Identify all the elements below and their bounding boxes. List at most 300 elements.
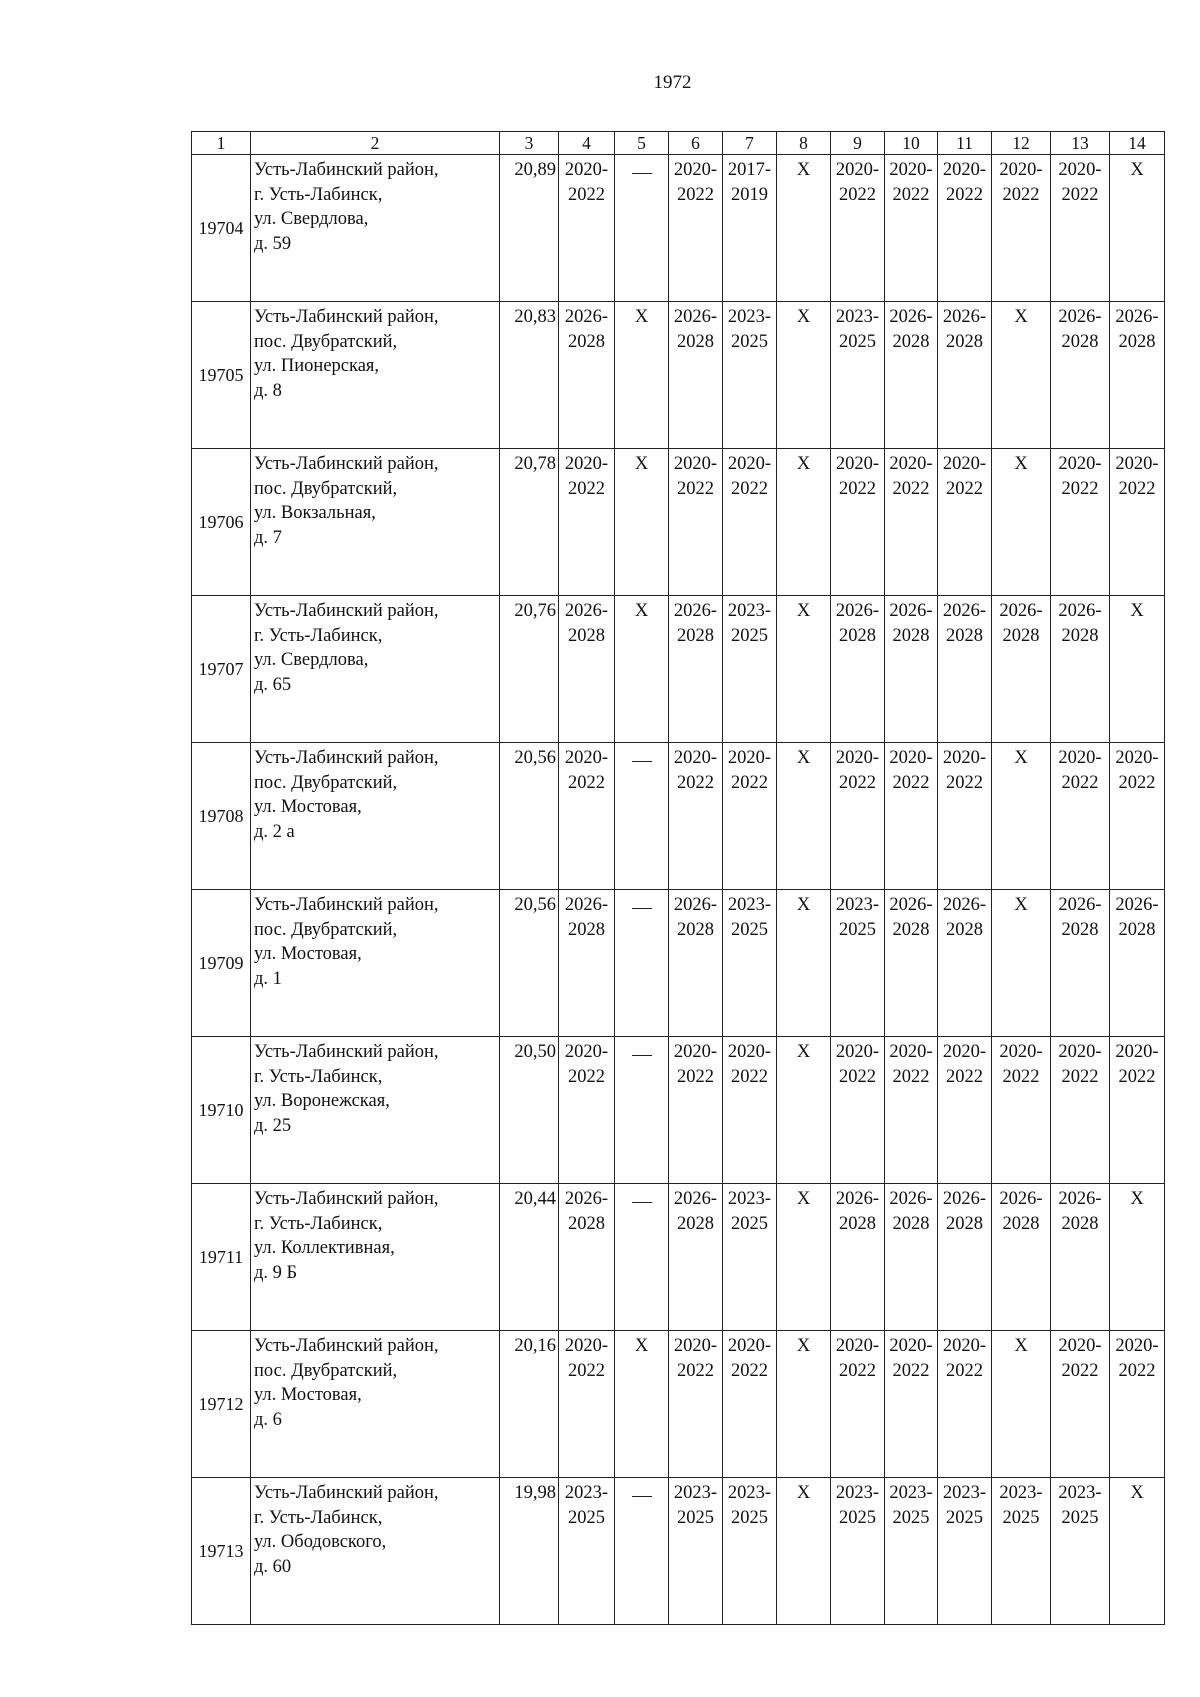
period-line: 2026- bbox=[1058, 1189, 1102, 1209]
period-cell bbox=[885, 1184, 938, 1331]
value-cell: 20,44 bbox=[500, 1184, 559, 1331]
table-body bbox=[192, 155, 1165, 1625]
period-line: 2022 bbox=[677, 1360, 714, 1381]
address-line: ул. Воронежская, bbox=[254, 1091, 390, 1111]
period-line: 2026- bbox=[673, 1189, 718, 1209]
period-line: 2023- bbox=[673, 1483, 718, 1503]
column-header: 11 bbox=[938, 132, 992, 155]
value-cell: 20,56 bbox=[500, 743, 559, 890]
period-cell bbox=[1051, 1184, 1110, 1331]
column-header: 7 bbox=[723, 132, 777, 155]
period-line: 2026- bbox=[889, 895, 933, 915]
period-line: 2020- bbox=[942, 454, 987, 474]
period-line: 2020- bbox=[727, 748, 772, 768]
period-cell bbox=[559, 743, 615, 890]
period-line: 2028 bbox=[677, 625, 714, 646]
period-line: 2025 bbox=[731, 1507, 768, 1528]
dash-cell bbox=[615, 1478, 669, 1625]
address-cell bbox=[251, 1478, 500, 1625]
column-header: 2 bbox=[251, 132, 500, 155]
address-line: д. 2 а bbox=[254, 821, 295, 842]
x-mark: X bbox=[796, 601, 811, 621]
x-cell bbox=[777, 1478, 831, 1625]
period-cell bbox=[885, 596, 938, 743]
period-line: 2020- bbox=[835, 748, 880, 768]
period-cell bbox=[559, 1478, 615, 1625]
value-cell: 20,89 bbox=[500, 155, 559, 302]
period-line: 2022 bbox=[946, 1066, 983, 1087]
x-cell bbox=[777, 1037, 831, 1184]
period-line: 2020- bbox=[942, 1336, 987, 1356]
period-line: 2020- bbox=[835, 1042, 880, 1062]
page-number: 1972 bbox=[653, 72, 692, 93]
period-line: 2022 bbox=[731, 478, 768, 499]
period-line: 2028 bbox=[1061, 919, 1099, 940]
x-mark: X bbox=[796, 1042, 811, 1062]
period-cell bbox=[669, 596, 723, 743]
row-number: 19704 bbox=[192, 155, 251, 302]
period-line: 2022 bbox=[568, 184, 605, 205]
address-line: д. 9 Б bbox=[254, 1262, 298, 1283]
period-line: 2020- bbox=[564, 1336, 609, 1356]
x-mark: X bbox=[796, 454, 811, 474]
x-cell bbox=[992, 1331, 1051, 1478]
dash-mark bbox=[632, 173, 652, 174]
column-header: 6 bbox=[669, 132, 723, 155]
address-line: д. 6 bbox=[254, 1409, 282, 1430]
address-line: ул. Свердлова, bbox=[254, 209, 369, 229]
period-line: 2028 bbox=[892, 1213, 930, 1234]
period-line: 2022 bbox=[892, 478, 930, 499]
period-line: 2028 bbox=[1061, 625, 1099, 646]
period-line: 2022 bbox=[839, 478, 876, 499]
address-line: г. Усть-Лабинск, bbox=[254, 184, 383, 205]
period-cell bbox=[938, 302, 992, 449]
period-line: 2026- bbox=[1058, 895, 1102, 915]
period-line: 2026- bbox=[1058, 601, 1102, 621]
address-cell bbox=[251, 302, 500, 449]
period-cell bbox=[723, 155, 777, 302]
period-line: 2026- bbox=[673, 601, 718, 621]
period-line: 2020- bbox=[835, 1336, 880, 1356]
period-line: 2026- bbox=[999, 601, 1043, 621]
period-line: 2023- bbox=[727, 1189, 772, 1209]
value-cell: 20,83 bbox=[500, 302, 559, 449]
period-line: 2028 bbox=[1118, 919, 1156, 940]
period-line: 2020- bbox=[835, 160, 880, 180]
period-cell bbox=[723, 449, 777, 596]
period-line: 2022 bbox=[568, 772, 605, 793]
period-line: 2023- bbox=[727, 1483, 772, 1503]
period-cell bbox=[831, 1184, 885, 1331]
row-number: 19708 bbox=[192, 743, 251, 890]
period-line: 2020- bbox=[1058, 1336, 1102, 1356]
period-line: 2020- bbox=[889, 1336, 933, 1356]
dash-mark bbox=[632, 1055, 652, 1056]
address-line: пос. Двубратский, bbox=[254, 919, 398, 940]
x-cell bbox=[777, 743, 831, 890]
period-line: 2028 bbox=[892, 919, 930, 940]
address-line: пос. Двубратский, bbox=[254, 772, 398, 793]
period-cell bbox=[669, 743, 723, 890]
period-line: 2022 bbox=[946, 1360, 983, 1381]
dash-cell bbox=[615, 1184, 669, 1331]
address-line: ул. Мостовая, bbox=[254, 944, 362, 964]
address-line: Усть-Лабинский район, bbox=[254, 1483, 439, 1503]
period-cell bbox=[938, 155, 992, 302]
period-line: 2028 bbox=[946, 919, 983, 940]
value-cell: 20,76 bbox=[500, 596, 559, 743]
x-cell bbox=[615, 302, 669, 449]
period-cell bbox=[669, 1331, 723, 1478]
address-cell bbox=[251, 155, 500, 302]
column-header: 4 bbox=[559, 132, 615, 155]
period-line: 2028 bbox=[677, 919, 714, 940]
period-cell bbox=[559, 1037, 615, 1184]
period-line: 2023- bbox=[942, 1483, 987, 1503]
x-mark: X bbox=[796, 895, 811, 915]
period-cell bbox=[669, 155, 723, 302]
address-line: д. 65 bbox=[254, 674, 292, 695]
period-cell bbox=[1110, 449, 1165, 596]
period-cell bbox=[723, 890, 777, 1037]
row-number: 19710 bbox=[192, 1037, 251, 1184]
address-line: г. Усть-Лабинск, bbox=[254, 1507, 383, 1528]
period-line: 2020- bbox=[673, 1042, 718, 1062]
period-line: 2022 bbox=[946, 184, 983, 205]
period-line: 2020- bbox=[1058, 454, 1102, 474]
period-line: 2026- bbox=[1058, 307, 1102, 327]
period-line: 2023- bbox=[727, 601, 772, 621]
address-line: ул. Вокзальная, bbox=[254, 503, 376, 523]
address-line: Усть-Лабинский район, bbox=[254, 895, 439, 915]
x-cell bbox=[777, 155, 831, 302]
period-cell bbox=[831, 1331, 885, 1478]
address-line: Усть-Лабинский район, bbox=[254, 160, 439, 180]
x-cell bbox=[777, 890, 831, 1037]
table-row bbox=[192, 1037, 1165, 1184]
x-cell bbox=[777, 449, 831, 596]
period-line: 2022 bbox=[1061, 1066, 1099, 1087]
x-cell bbox=[615, 1331, 669, 1478]
address-line: пос. Двубратский, bbox=[254, 478, 398, 499]
period-cell bbox=[559, 596, 615, 743]
period-line: 2022 bbox=[731, 1066, 768, 1087]
period-line: 2019 bbox=[731, 184, 768, 205]
period-cell bbox=[938, 743, 992, 890]
period-line: 2020- bbox=[889, 748, 933, 768]
address-line: д. 1 bbox=[254, 968, 282, 989]
row-number: 19712 bbox=[192, 1331, 251, 1478]
period-line: 2026- bbox=[999, 1189, 1043, 1209]
period-cell bbox=[831, 596, 885, 743]
period-cell bbox=[885, 155, 938, 302]
table-row bbox=[192, 743, 1165, 890]
period-cell bbox=[885, 890, 938, 1037]
x-mark: X bbox=[1130, 1483, 1144, 1503]
period-line: 2026- bbox=[673, 307, 718, 327]
period-line: 2025 bbox=[1061, 1507, 1099, 1528]
period-line: 2025 bbox=[839, 1507, 876, 1528]
period-cell bbox=[938, 596, 992, 743]
address-line: г. Усть-Лабинск, bbox=[254, 1213, 383, 1234]
period-line: 2025 bbox=[892, 1507, 930, 1528]
address-line: пос. Двубратский, bbox=[254, 1360, 398, 1381]
period-line: 2022 bbox=[731, 1360, 768, 1381]
column-header: 9 bbox=[831, 132, 885, 155]
period-cell bbox=[1110, 302, 1165, 449]
column-header: 5 bbox=[615, 132, 669, 155]
period-cell bbox=[885, 449, 938, 596]
x-mark: X bbox=[634, 454, 649, 474]
period-cell bbox=[1051, 1331, 1110, 1478]
period-line: 2020- bbox=[889, 454, 933, 474]
dash-mark bbox=[632, 761, 652, 762]
period-cell bbox=[1051, 302, 1110, 449]
address-line: д. 59 bbox=[254, 233, 292, 254]
period-line: 2026- bbox=[889, 1189, 933, 1209]
row-number: 19707 bbox=[192, 596, 251, 743]
x-mark: X bbox=[634, 307, 649, 327]
period-line: 2022 bbox=[1118, 1066, 1156, 1087]
value-cell: 20,50 bbox=[500, 1037, 559, 1184]
period-line: 2020- bbox=[1115, 1336, 1159, 1356]
dash-cell bbox=[615, 155, 669, 302]
period-cell bbox=[992, 1184, 1051, 1331]
period-line: 2028 bbox=[1118, 331, 1156, 352]
x-mark: X bbox=[796, 748, 811, 768]
period-line: 2025 bbox=[946, 1507, 983, 1528]
x-cell bbox=[777, 302, 831, 449]
period-line: 2028 bbox=[677, 1213, 714, 1234]
x-cell bbox=[1110, 596, 1165, 743]
period-line: 2026- bbox=[564, 1189, 609, 1209]
period-line: 2022 bbox=[1061, 184, 1099, 205]
address-line: д. 7 bbox=[254, 527, 282, 548]
period-line: 2028 bbox=[839, 1213, 876, 1234]
period-cell bbox=[1051, 1478, 1110, 1625]
value-cell: 19,98 bbox=[500, 1478, 559, 1625]
period-line: 2028 bbox=[892, 625, 930, 646]
period-line: 2026- bbox=[564, 307, 609, 327]
x-cell bbox=[777, 1331, 831, 1478]
address-cell bbox=[251, 449, 500, 596]
period-cell bbox=[885, 743, 938, 890]
x-mark: X bbox=[634, 1336, 649, 1356]
period-line: 2020- bbox=[1115, 748, 1159, 768]
period-cell bbox=[669, 1037, 723, 1184]
period-line: 2022 bbox=[1061, 1360, 1099, 1381]
period-cell bbox=[885, 1331, 938, 1478]
address-line: г. Усть-Лабинск, bbox=[254, 1066, 383, 1087]
period-line: 2028 bbox=[946, 1213, 983, 1234]
address-cell bbox=[251, 743, 500, 890]
period-line: 2022 bbox=[1118, 1360, 1156, 1381]
address-cell bbox=[251, 1037, 500, 1184]
value-cell: 20,16 bbox=[500, 1331, 559, 1478]
period-cell bbox=[669, 1184, 723, 1331]
period-line: 2020- bbox=[564, 1042, 609, 1062]
period-line: 2020- bbox=[564, 160, 609, 180]
period-line: 2017- bbox=[727, 160, 772, 180]
row-number: 19706 bbox=[192, 449, 251, 596]
period-cell bbox=[723, 1331, 777, 1478]
period-cell bbox=[1110, 1037, 1165, 1184]
address-line: ул. Мостовая, bbox=[254, 1385, 362, 1405]
period-line: 2022 bbox=[1061, 772, 1099, 793]
period-line: 2022 bbox=[892, 772, 930, 793]
period-line: 2022 bbox=[946, 772, 983, 793]
period-cell bbox=[1051, 890, 1110, 1037]
period-line: 2023- bbox=[564, 1483, 609, 1503]
x-cell bbox=[1110, 1478, 1165, 1625]
column-header-row bbox=[192, 132, 1165, 155]
period-line: 2022 bbox=[731, 772, 768, 793]
period-line: 2028 bbox=[677, 331, 714, 352]
table-row bbox=[192, 1331, 1165, 1478]
period-line: 2020- bbox=[1058, 748, 1102, 768]
period-line: 2025 bbox=[839, 331, 876, 352]
period-line: 2020- bbox=[835, 454, 880, 474]
value-cell: 20,56 bbox=[500, 890, 559, 1037]
address-line: ул. Свердлова, bbox=[254, 650, 369, 670]
period-line: 2025 bbox=[731, 331, 768, 352]
registry-table bbox=[191, 131, 1165, 1625]
period-cell bbox=[1051, 1037, 1110, 1184]
period-cell bbox=[669, 890, 723, 1037]
period-line: 2020- bbox=[673, 748, 718, 768]
period-line: 2020- bbox=[673, 160, 718, 180]
address-line: Усть-Лабинский район, bbox=[254, 454, 439, 474]
period-line: 2022 bbox=[1118, 478, 1156, 499]
x-cell bbox=[1110, 155, 1165, 302]
period-line: 2025 bbox=[731, 919, 768, 940]
period-line: 2022 bbox=[677, 184, 714, 205]
value-cell: 20,78 bbox=[500, 449, 559, 596]
period-line: 2028 bbox=[568, 1213, 605, 1234]
x-mark: X bbox=[1014, 307, 1028, 327]
period-line: 2022 bbox=[892, 1360, 930, 1381]
period-cell bbox=[992, 1478, 1051, 1625]
x-mark: X bbox=[1130, 601, 1144, 621]
period-line: 2022 bbox=[839, 1360, 876, 1381]
x-mark: X bbox=[796, 307, 811, 327]
row-number: 19713 bbox=[192, 1478, 251, 1625]
period-cell bbox=[669, 449, 723, 596]
x-cell bbox=[992, 890, 1051, 1037]
period-cell bbox=[669, 302, 723, 449]
period-line: 2023- bbox=[1058, 1483, 1102, 1503]
period-line: 2028 bbox=[1002, 625, 1040, 646]
period-cell bbox=[559, 302, 615, 449]
period-line: 2028 bbox=[1061, 331, 1099, 352]
period-line: 2022 bbox=[568, 478, 605, 499]
period-cell bbox=[669, 1478, 723, 1625]
address-line: ул. Пионерская, bbox=[254, 356, 380, 376]
x-cell bbox=[777, 1184, 831, 1331]
column-header: 8 bbox=[777, 132, 831, 155]
table-row bbox=[192, 1184, 1165, 1331]
dash-mark bbox=[632, 908, 652, 909]
period-line: 2023- bbox=[727, 895, 772, 915]
period-line: 2023- bbox=[835, 307, 880, 327]
period-line: 2020- bbox=[889, 1042, 933, 1062]
period-line: 2022 bbox=[1002, 1066, 1040, 1087]
period-line: 2023- bbox=[835, 1483, 880, 1503]
period-line: 2020- bbox=[942, 748, 987, 768]
period-line: 2023- bbox=[999, 1483, 1043, 1503]
period-line: 2020- bbox=[889, 160, 933, 180]
x-cell bbox=[1110, 1184, 1165, 1331]
dash-mark bbox=[632, 1202, 652, 1203]
period-line: 2026- bbox=[1115, 307, 1159, 327]
period-line: 2020- bbox=[564, 748, 609, 768]
address-line: ул. Ободовского, bbox=[254, 1532, 387, 1552]
x-mark: X bbox=[796, 1189, 811, 1209]
period-line: 2028 bbox=[892, 331, 930, 352]
column-header: 14 bbox=[1110, 132, 1165, 155]
period-cell bbox=[938, 1331, 992, 1478]
period-cell bbox=[723, 1478, 777, 1625]
period-line: 2026- bbox=[942, 601, 987, 621]
row-number: 19711 bbox=[192, 1184, 251, 1331]
x-mark: X bbox=[1014, 748, 1028, 768]
period-cell bbox=[831, 302, 885, 449]
x-mark: X bbox=[796, 1483, 811, 1503]
column-header: 12 bbox=[992, 132, 1051, 155]
period-line: 2026- bbox=[889, 601, 933, 621]
x-cell bbox=[992, 743, 1051, 890]
period-line: 2026- bbox=[889, 307, 933, 327]
period-cell bbox=[1110, 743, 1165, 890]
period-line: 2022 bbox=[892, 1066, 930, 1087]
period-cell bbox=[938, 449, 992, 596]
period-line: 2022 bbox=[677, 1066, 714, 1087]
period-line: 2020- bbox=[1115, 454, 1159, 474]
period-cell bbox=[992, 155, 1051, 302]
period-cell bbox=[1051, 155, 1110, 302]
address-line: Усть-Лабинский район, bbox=[254, 1042, 439, 1062]
period-line: 2026- bbox=[942, 307, 987, 327]
period-cell bbox=[1110, 890, 1165, 1037]
period-cell bbox=[559, 890, 615, 1037]
period-line: 2022 bbox=[1061, 478, 1099, 499]
period-line: 2025 bbox=[568, 1507, 605, 1528]
period-cell bbox=[1110, 1331, 1165, 1478]
period-cell bbox=[559, 1331, 615, 1478]
period-cell bbox=[723, 1184, 777, 1331]
period-cell bbox=[723, 743, 777, 890]
period-line: 2023- bbox=[835, 895, 880, 915]
period-line: 2026- bbox=[835, 601, 880, 621]
period-line: 2026- bbox=[942, 1189, 987, 1209]
column-header: 3 bbox=[500, 132, 559, 155]
column-header: 1 bbox=[192, 132, 251, 155]
period-line: 2020- bbox=[673, 1336, 718, 1356]
address-line: пос. Двубратский, bbox=[254, 331, 398, 352]
x-cell bbox=[615, 449, 669, 596]
period-cell bbox=[723, 302, 777, 449]
address-line: ул. Мостовая, bbox=[254, 797, 362, 817]
period-line: 2028 bbox=[568, 919, 605, 940]
period-cell bbox=[938, 1184, 992, 1331]
address-line: д. 60 bbox=[254, 1556, 292, 1577]
row-number: 19705 bbox=[192, 302, 251, 449]
period-cell bbox=[831, 1478, 885, 1625]
x-cell bbox=[992, 302, 1051, 449]
period-line: 2026- bbox=[942, 895, 987, 915]
period-line: 2020- bbox=[999, 160, 1043, 180]
